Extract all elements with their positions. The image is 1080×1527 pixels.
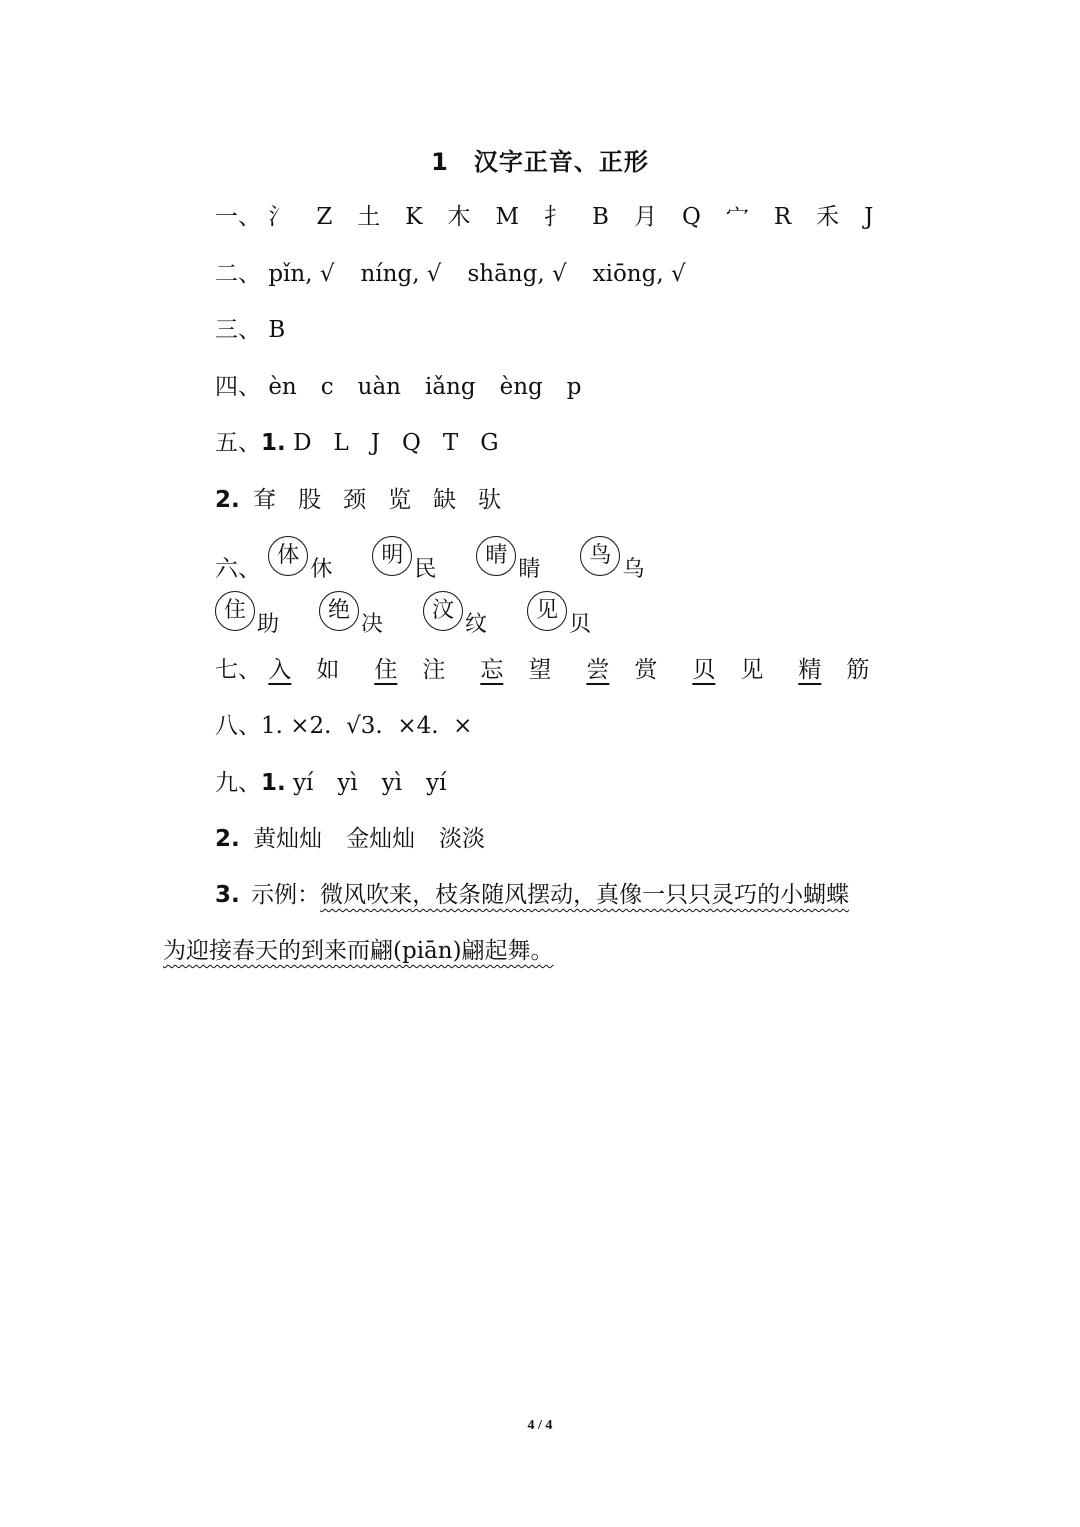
answer-9-part-3-line-2: 为迎接春天的到来而翩(piān)翩起舞。 [163, 938, 554, 964]
answer-5-part-2-num: 2. [215, 487, 240, 513]
answer-6-row-1 [215, 543, 684, 590]
answer-9-part-1-item: yí [426, 770, 447, 796]
answer-5-part-2 [215, 485, 523, 515]
answer-9-part-3-prefix: 示例： [251, 882, 321, 908]
answer-1-item: 禾 [816, 204, 840, 230]
answer-9-part-2-item: 金灿灿 [346, 826, 416, 852]
answer-6-row-1-wrong-char: 休 [310, 557, 333, 582]
answer-7-char: 筋 [846, 657, 870, 683]
answer-7-char: 见 [740, 657, 764, 683]
answer-2-item: pǐn, √ [268, 261, 335, 287]
answer-9-part-1 [215, 768, 471, 798]
answer-5-label: 五、 [215, 430, 261, 456]
answer-9-label: 九、 [215, 770, 261, 796]
answer-7-char: 赏 [634, 657, 658, 683]
answer-1-item: 宀 [725, 204, 749, 230]
page-title: 1 汉字正音、正形 [431, 148, 649, 176]
answer-1-item: 月 [633, 204, 657, 230]
answer-6-row-1-wrong-char: 乌 [622, 557, 645, 582]
answer-8 [215, 711, 472, 741]
answer-5-part-1-item: G [480, 430, 499, 456]
answer-1-item: 氵 [268, 204, 292, 230]
answer-6-row-1-circled-char: 鸟 [580, 536, 620, 576]
answer-4-item: èn [268, 374, 297, 400]
answer-7-underlined-char: 尝 [586, 657, 610, 683]
answer-6-row-2-circled-char: 住 [215, 591, 255, 631]
answer-5-part-2-item: 股 [298, 487, 322, 513]
answer-8-label: 八、 [215, 713, 261, 739]
answer-6-label: 六、 [215, 556, 261, 582]
answer-9-part-1-item: yí [293, 770, 314, 796]
answer-4-item: èng [499, 374, 543, 400]
answer-7-char: 如 [316, 657, 340, 683]
answer-7-char: 望 [528, 657, 552, 683]
page-number: 4 / 4 [527, 1418, 553, 1433]
answer-7 [215, 655, 904, 685]
answer-5-part-2-item: 耷 [253, 487, 277, 513]
answer-6-row-2-items [215, 598, 631, 637]
answer-9-part-2-num: 2. [215, 826, 240, 852]
answer-3-text: B [268, 317, 286, 343]
answer-7-underlined-char: 贝 [692, 657, 716, 683]
answer-9-part-2 [215, 824, 509, 854]
answer-9-part-3-continued [163, 936, 554, 966]
answer-9-part-2-item: 黄灿灿 [253, 826, 323, 852]
answer-9-part-1-items [293, 770, 470, 796]
answer-6-row-2-wrong-char: 贝 [569, 612, 592, 637]
answer-9-part-1-item: yì [381, 770, 403, 796]
answer-9-part-1-num: 1. [261, 770, 286, 796]
answer-2 [215, 259, 712, 289]
answer-7-char: 注 [422, 657, 446, 683]
answer-4 [215, 372, 605, 402]
answer-3-label: 三、 [215, 317, 261, 343]
answer-1-item: 扌 [544, 204, 568, 230]
answer-1-item: Z [316, 204, 333, 230]
answer-1-item: 木 [447, 204, 471, 230]
answer-9-part-1-item: yì [337, 770, 358, 796]
answer-4-item: c [320, 374, 334, 400]
answer-6-row-2-circled-char: 汶 [423, 591, 463, 631]
answer-5-part-2-item: 驮 [478, 487, 502, 513]
answer-6-row-1-wrong-char: 民 [414, 557, 437, 582]
answer-7-underlined-char: 忘 [480, 657, 504, 683]
answer-2-label: 二、 [215, 261, 261, 287]
answer-5-part-2-item: 缺 [433, 487, 457, 513]
answer-9-part-2-item: 淡淡 [439, 826, 486, 852]
answer-1-item: R [773, 204, 792, 230]
answer-5-part-2-item: 览 [388, 487, 412, 513]
answer-6-row-1-circled-char: 晴 [476, 536, 516, 576]
answer-1-item: J [864, 204, 874, 230]
answer-5-part-1-item: T [442, 430, 459, 456]
answer-7-underlined-char: 住 [374, 657, 398, 683]
answer-9-part-3 [215, 880, 849, 910]
answer-4-label: 四、 [215, 374, 261, 400]
answer-1-item: B [592, 204, 609, 230]
answer-7-items [268, 657, 904, 683]
answer-1-items [268, 204, 898, 230]
answer-5-part-1-num: 1. [261, 430, 286, 456]
answer-6-row-2 [215, 598, 631, 645]
answer-5-part-1-item: D [293, 430, 312, 456]
answer-1-label: 一、 [215, 204, 261, 230]
answer-1-item: M [495, 204, 520, 230]
answer-5-part-1-items [293, 430, 521, 456]
answer-6-row-1-circled-char: 体 [268, 536, 308, 576]
answer-6-row-2-wrong-char: 助 [257, 612, 280, 637]
answer-1-item: Q [681, 204, 701, 230]
answer-4-items [268, 374, 605, 400]
answer-2-item: xiōng, √ [592, 261, 686, 287]
answer-2-items [268, 261, 711, 287]
answer-9-part-3-num: 3. [215, 882, 240, 908]
answer-7-underlined-char: 入 [268, 657, 292, 683]
answer-4-item: iǎng [424, 374, 476, 400]
answer-6-row-2-wrong-char: 纹 [465, 612, 488, 637]
answer-5-part-1-item: L [333, 430, 349, 456]
answer-4-item: p [566, 374, 582, 400]
answer-5-part-1 [215, 428, 521, 458]
answer-1-item: K [405, 204, 423, 230]
answer-5-part-1-item: J [370, 430, 381, 456]
answer-1 [215, 202, 898, 232]
answer-8-text: 1. ×2. √3. ×4. × [261, 713, 473, 739]
answer-5-part-2-item: 颈 [343, 487, 367, 513]
answer-5-part-2-items [253, 487, 523, 513]
answer-6-row-2-circled-char: 绝 [319, 591, 359, 631]
answer-6-row-1-circled-char: 明 [372, 536, 412, 576]
answer-6-row-2-circled-char: 见 [527, 591, 567, 631]
answer-6-row-2-wrong-char: 决 [361, 612, 384, 637]
answer-4-item: uàn [357, 374, 401, 400]
answer-7-label: 七、 [215, 657, 261, 683]
answer-7-underlined-char: 精 [798, 657, 822, 683]
answer-6-row-1-items [268, 543, 684, 582]
answer-2-item: níng, √ [360, 261, 442, 287]
answer-2-item: shāng, √ [467, 261, 567, 287]
answer-9-part-2-items [253, 826, 509, 852]
answer-5-part-1-item: Q [402, 430, 421, 456]
answer-6-row-1-wrong-char: 睛 [518, 557, 541, 582]
answer-9-part-3-line-1: 微风吹来，枝条随风摆动，真像一只只灵巧的小蝴蝶 [320, 882, 850, 908]
answer-3 [215, 315, 285, 345]
answer-1-item: 土 [357, 204, 381, 230]
